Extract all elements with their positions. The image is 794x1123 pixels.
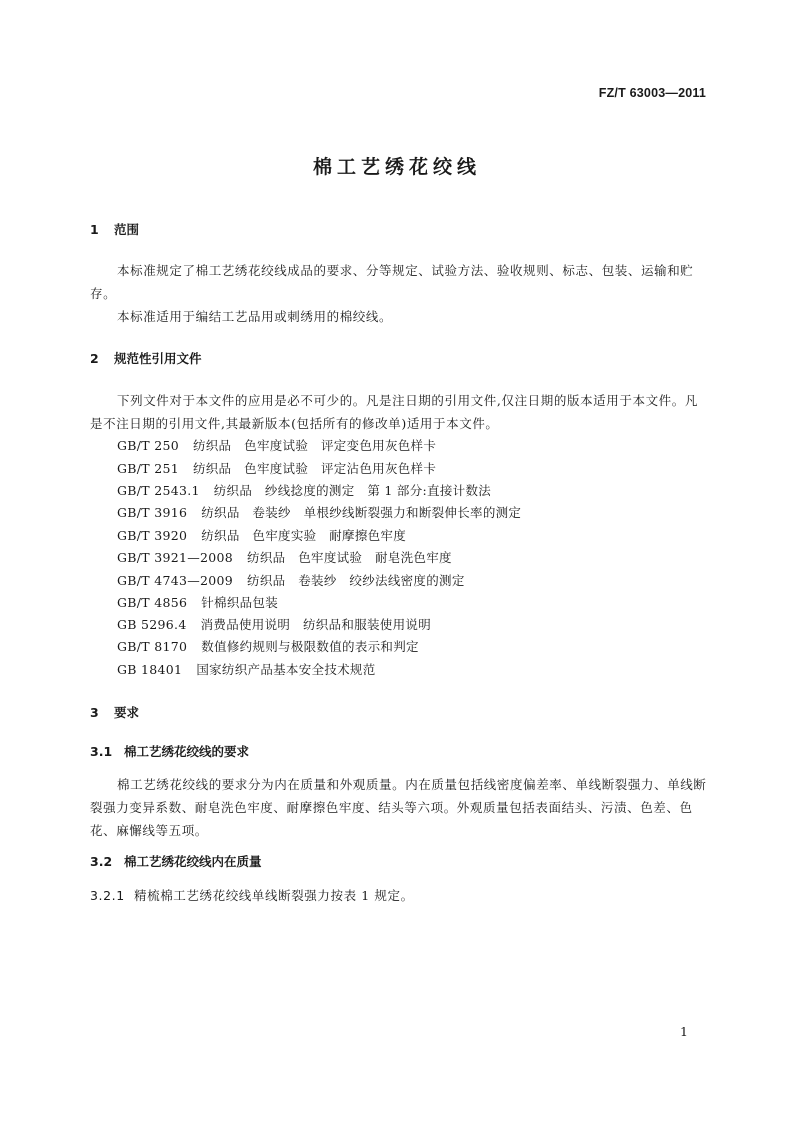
section-title: 要求 (114, 705, 140, 720)
reference-item: GB/T 2543.1 纺织品 纱线捻度的测定 第 1 部分:直接计数法 (117, 483, 492, 498)
standard-code: FZ/T 63003—2011 (598, 86, 706, 100)
section-number: 3.2.1 (90, 888, 125, 903)
section-3-2-heading (90, 852, 262, 870)
reference-item: GB/T 3920 纺织品 色牢度实验 耐摩擦色牢度 (117, 528, 407, 543)
section-title: 规范性引用文件 (114, 351, 202, 366)
section-1-heading (90, 220, 139, 238)
section-title: 范围 (114, 222, 140, 237)
section-3-1-paragraph: 棉工艺绣花绞线的要求分为内在质量和外观质量。内在质量包括线密度偏差率、单线断裂强力、单线断裂强力变异系数、耐皂洗色牢度、耐摩擦色牢度、结头等六项。外观质量包括表面结头、污渍、色差、色花、麻懈线等五项。 (90, 777, 707, 838)
section-1-paragraph-2: 本标准适用于编结工艺品用或刺绣用的棉绞线。 (117, 309, 393, 324)
section-3-1-heading (90, 742, 249, 760)
reference-item: GB/T 251 纺织品 色牢度试验 评定沾色用灰色样卡 (117, 461, 437, 476)
section-number: 1 (90, 222, 99, 237)
section-2-heading (90, 349, 202, 367)
section-2-paragraph-1: 下列文件对于本文件的应用是必不可少的。凡是注日期的引用文件,仅注日期的版本适用于本文件。凡是不注日期的引用文件,其最新版本(包括所有的修改单)适用于本文件。 (90, 393, 698, 431)
reference-item: GB/T 8170 数值修约规则与极限数值的表示和判定 (117, 639, 419, 654)
document-title: 棉工艺绣花绞线 (312, 156, 481, 178)
reference-item: GB 18401 国家纺织产品基本安全技术规范 (117, 662, 376, 677)
section-title: 棉工艺绣花绞线的要求 (124, 744, 250, 759)
reference-item: GB 5296.4 消费品使用说明 纺织品和服装使用说明 (117, 617, 431, 632)
section-number: 3.1 (90, 744, 113, 759)
reference-item: GB/T 4856 针棉织品包装 (117, 595, 279, 610)
clause-text: 精梳棉工艺绣花绞线单线断裂强力按表 1 规定。 (134, 888, 414, 903)
section-number: 3 (90, 705, 99, 720)
reference-item: GB/T 3921—2008 纺织品 色牢度试验 耐皂洗色牢度 (117, 550, 452, 565)
section-3-heading (90, 703, 139, 721)
section-number: 2 (90, 351, 99, 366)
reference-item: GB/T 4743—2009 纺织品 卷装纱 绞纱法线密度的测定 (117, 573, 465, 588)
page-number: 1 (680, 1024, 688, 1039)
section-number: 3.2 (90, 854, 113, 869)
section-3-2-1-clause (90, 886, 414, 904)
section-title: 棉工艺绣花绞线内在质量 (124, 854, 262, 869)
section-1-paragraph-1: 本标准规定了棉工艺绣花绞线成品的要求、分等规定、试验方法、验收规则、标志、包装、运输和贮存。 (90, 263, 694, 301)
reference-item: GB/T 250 纺织品 色牢度试验 评定变色用灰色样卡 (117, 438, 437, 453)
reference-item: GB/T 3916 纺织品 卷装纱 单根纱线断裂强力和断裂伸长率的测定 (117, 505, 522, 520)
